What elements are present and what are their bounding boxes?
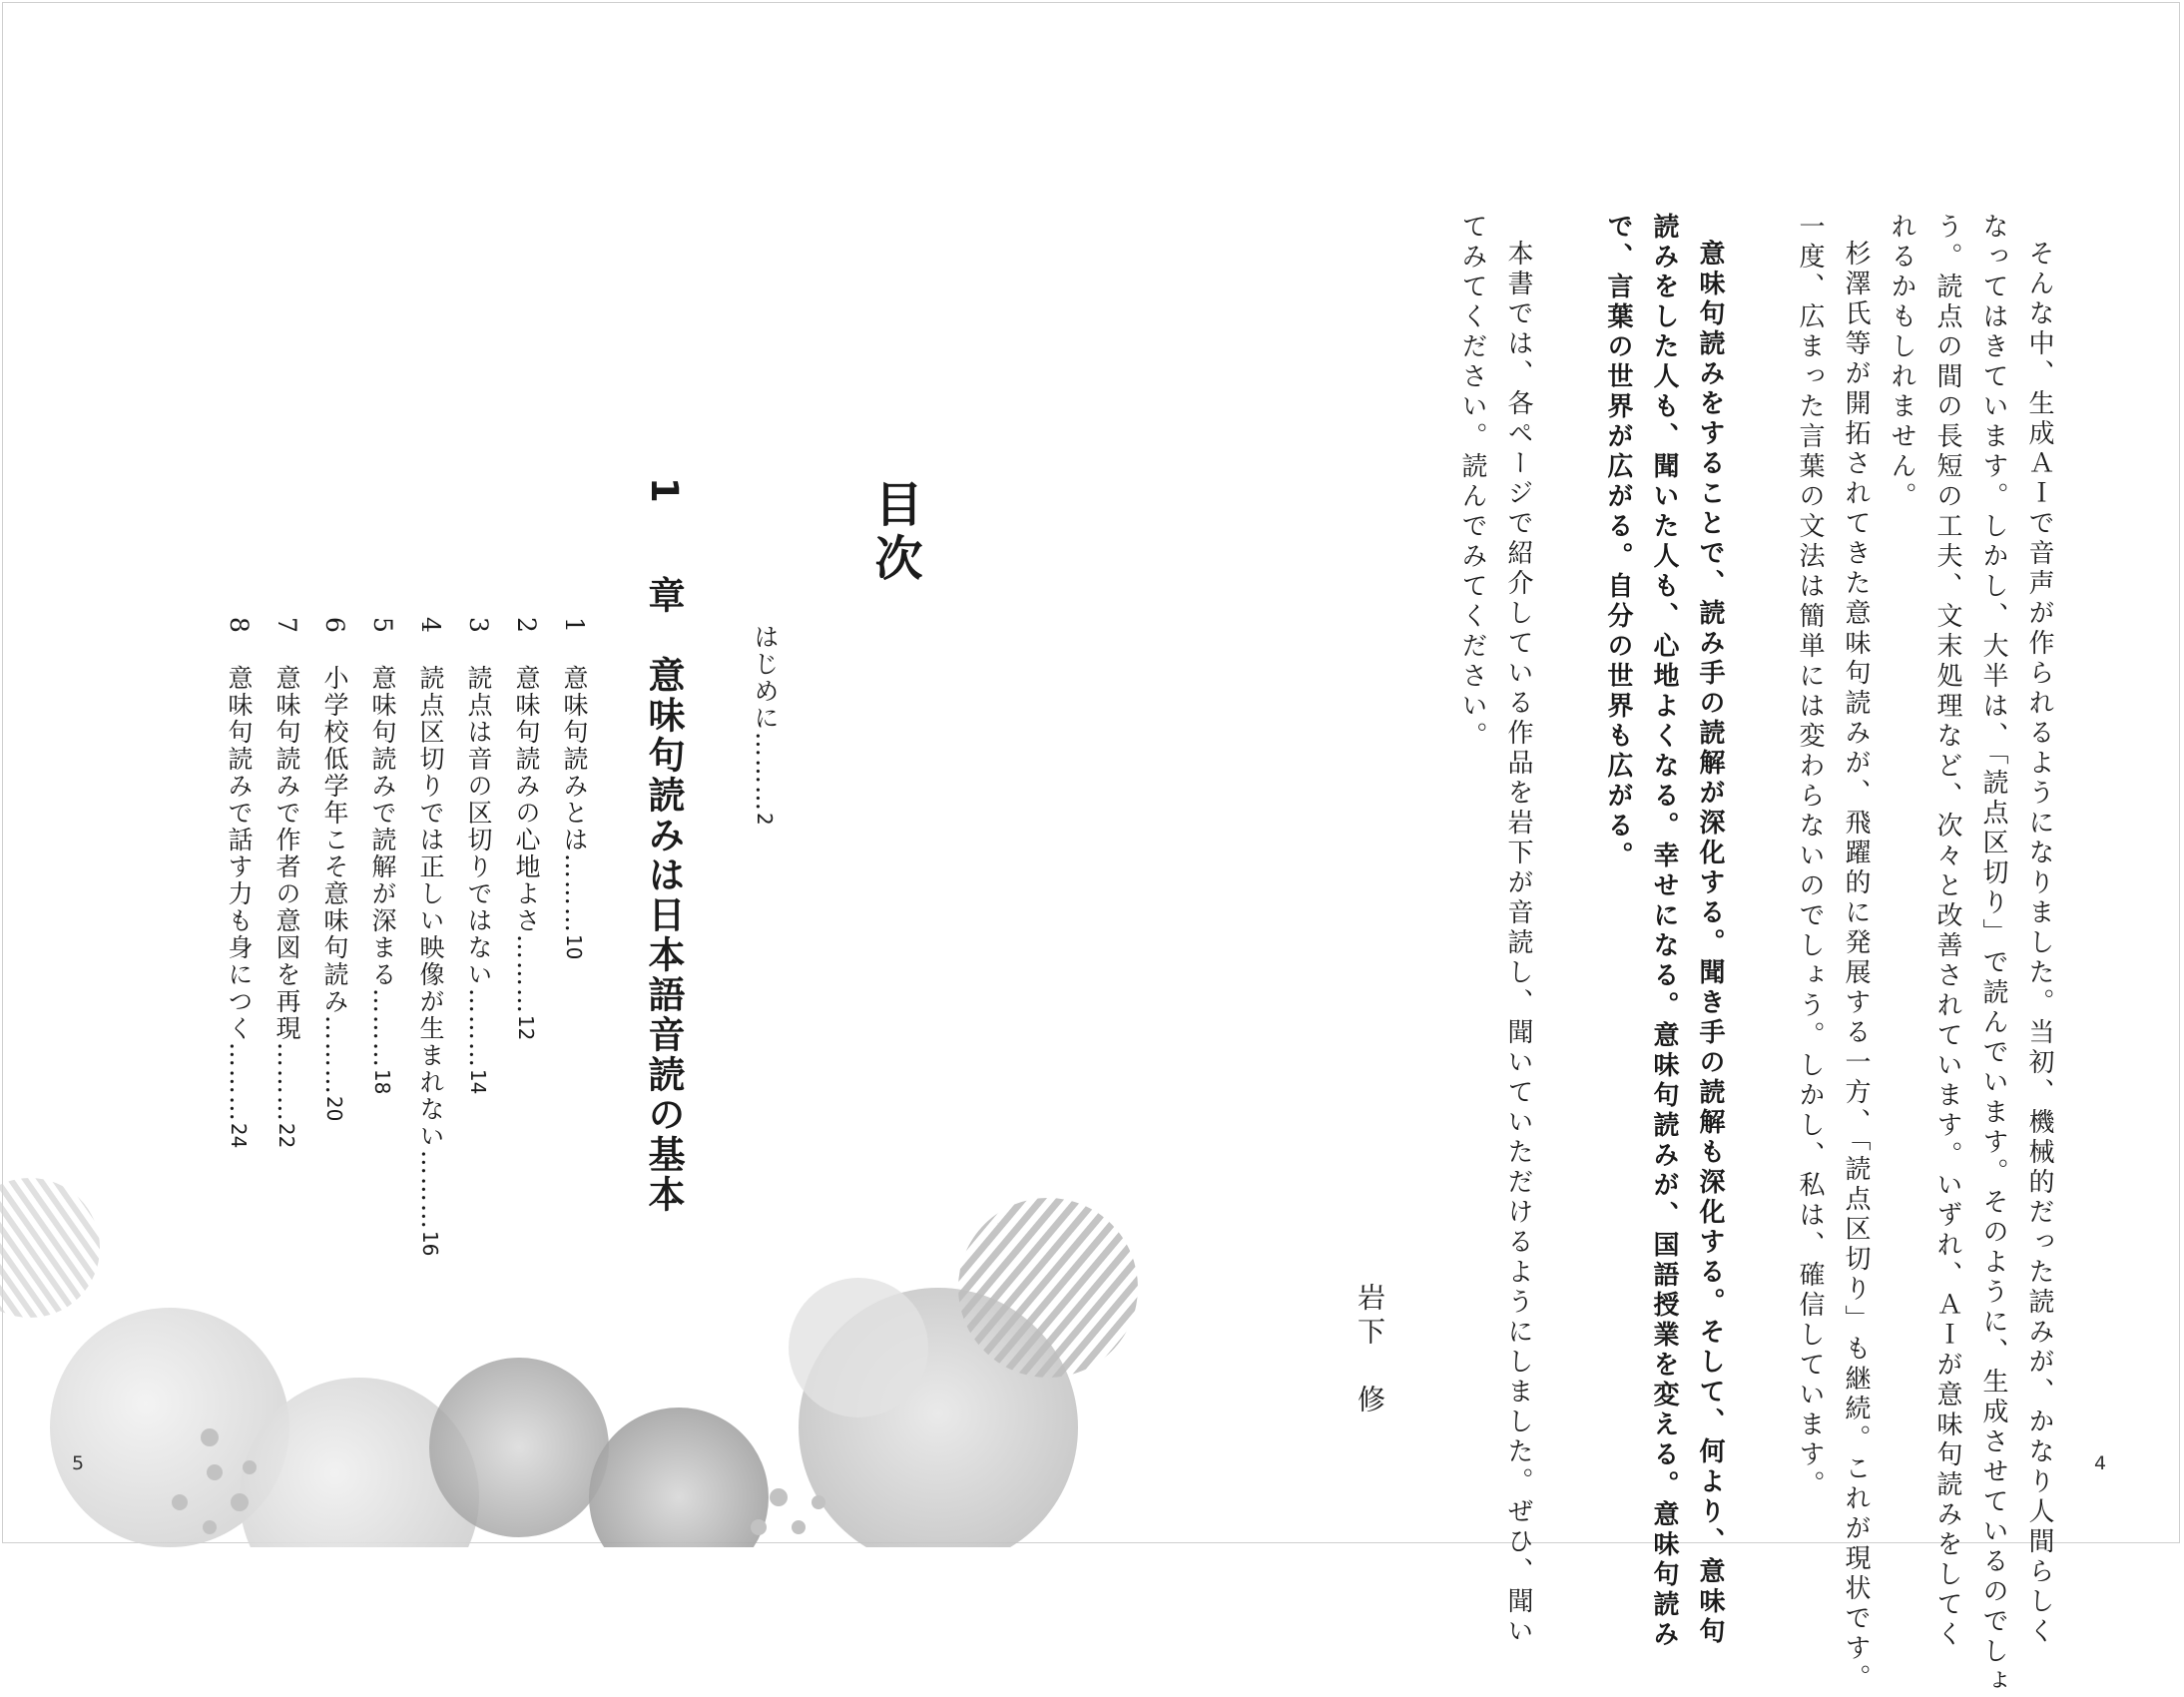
body-line: 杉澤氏等が開拓されてきた意味句読みが、飛躍的に発展する一方、「読点区切り」も継続。これが現状です。 (1841, 240, 1871, 1694)
toc-page-number: 12 (514, 1014, 538, 1041)
deco-circle (429, 1358, 609, 1537)
toc-leader-dots: ……… (225, 1041, 254, 1123)
toc-item (316, 617, 352, 1121)
body-line: う。読点の間の長短の工夫、文末処理など、次々と改善されています。いずれ、ＡＩが意味句読みをしてく (1932, 213, 1962, 1650)
toc-leader-dots: ……… (368, 987, 397, 1069)
toc-page-number: 22 (274, 1122, 298, 1149)
deco-circle (589, 1408, 769, 1547)
chapter-title: 意味句読みは日本語音読の基本 (642, 655, 686, 1215)
toc-page-number: 16 (418, 1230, 442, 1257)
toc-item-number: 5 (368, 617, 397, 635)
deco-striped-circle-left (0, 1178, 100, 1318)
page-number-left: 5 (72, 1452, 85, 1474)
toc-leader-dots: ……… (512, 933, 541, 1015)
toc-page-number: 24 (227, 1122, 251, 1149)
body-line: なってはきています。しかし、大半は、「読点区切り」で読んでいます。そのように、生成させているのでしょ (1978, 213, 2008, 1697)
chapter-number: 1 (643, 477, 686, 506)
toc-item (412, 617, 448, 1256)
toc-item-number: 8 (225, 617, 254, 635)
toc-title: 目次 (866, 479, 922, 587)
toc-item-number: 2 (512, 617, 541, 635)
chapter-heading (637, 477, 691, 1215)
toc-item (460, 617, 496, 1094)
toc-item (556, 617, 592, 959)
body-line-emphasis: で、言葉の世界が広がる。自分の世界も広がる。 (1603, 213, 1633, 871)
toc-item-number: 1 (560, 617, 589, 635)
toc-item-label: 意味句読みの心地よさ (512, 664, 541, 934)
toc-page-number: 2 (753, 813, 777, 826)
toc-page-number: 10 (562, 933, 586, 960)
toc-page-number: 20 (322, 1095, 346, 1122)
toc-item-number: 7 (273, 617, 301, 635)
toc-intro-label: はじめに (751, 624, 780, 732)
toc-leader-dots: ……… (273, 1041, 301, 1123)
toc-item (508, 617, 544, 1040)
body-line-emphasis: 意味句読みをすることで、読み手の読解が深化する。聞き手の読解も深化する。そして、何より、意味句 (1695, 240, 1725, 1647)
toc-item (364, 617, 400, 1094)
body-line: てみてください。読んでみてください。 (1457, 213, 1487, 752)
toc-leader-dots: ……… (416, 1149, 445, 1231)
toc-item-label: 読点区切りでは正しい映像が生まれない (416, 664, 445, 1150)
toc-item (269, 617, 304, 1148)
toc-item-number: 4 (416, 617, 445, 635)
toc-leader-dots: ……… (751, 732, 780, 813)
deco-striped-circle-right (958, 1198, 1138, 1378)
toc-item-label: 意味句読みで話す力も身につく (225, 664, 254, 1042)
body-line: 本書では、各ページで紹介している作品を岩下が音読し、聞いていただけるようにしました。ぜひ、聞い (1503, 240, 1533, 1647)
toc-item-number: 3 (464, 617, 493, 635)
body-line: れるかもしれません。 (1887, 213, 1916, 512)
body-line-emphasis: 読みをした人も、聞いた人も、心地よくなる。幸せになる。意味句読みが、国語授業を変える。意味句読み (1649, 213, 1679, 1650)
toc-item-number: 6 (320, 617, 349, 635)
deco-circle (789, 1278, 928, 1417)
chapter-unit: 章 (642, 575, 686, 616)
toc-item-label: 意味句読みで読解が深まる (368, 664, 397, 988)
toc-item-label: 読点は音の区切りではない (464, 664, 493, 988)
body-line: そんな中、生成ＡＩで音声が作られるようになりました。当初、機械的だった読みが、かなり人間らしく (2024, 240, 2054, 1647)
toc-leader-dots: ……… (320, 1014, 349, 1096)
toc-item-label: 意味句読みで作者の意図を再現 (273, 664, 301, 1042)
toc-leader-dots: ……… (560, 852, 589, 934)
body-line: 一度、広まった言葉の文法は簡単には変わらないのでしょう。しかし、私は、確信しています。 (1795, 213, 1825, 1500)
toc-item (221, 617, 257, 1148)
toc-page-number: 14 (466, 1068, 490, 1095)
toc-item-label: 意味句読みとは (560, 664, 589, 853)
toc-leader-dots: ……… (464, 987, 493, 1069)
page-number-right: 4 (2094, 1452, 2107, 1474)
author-signature: 岩下 修 (1354, 1283, 1386, 1418)
toc-page-number: 18 (370, 1068, 394, 1095)
toc-intro (747, 624, 783, 826)
toc-item-label: 小学校低学年こそ意味句読み (320, 664, 349, 1015)
